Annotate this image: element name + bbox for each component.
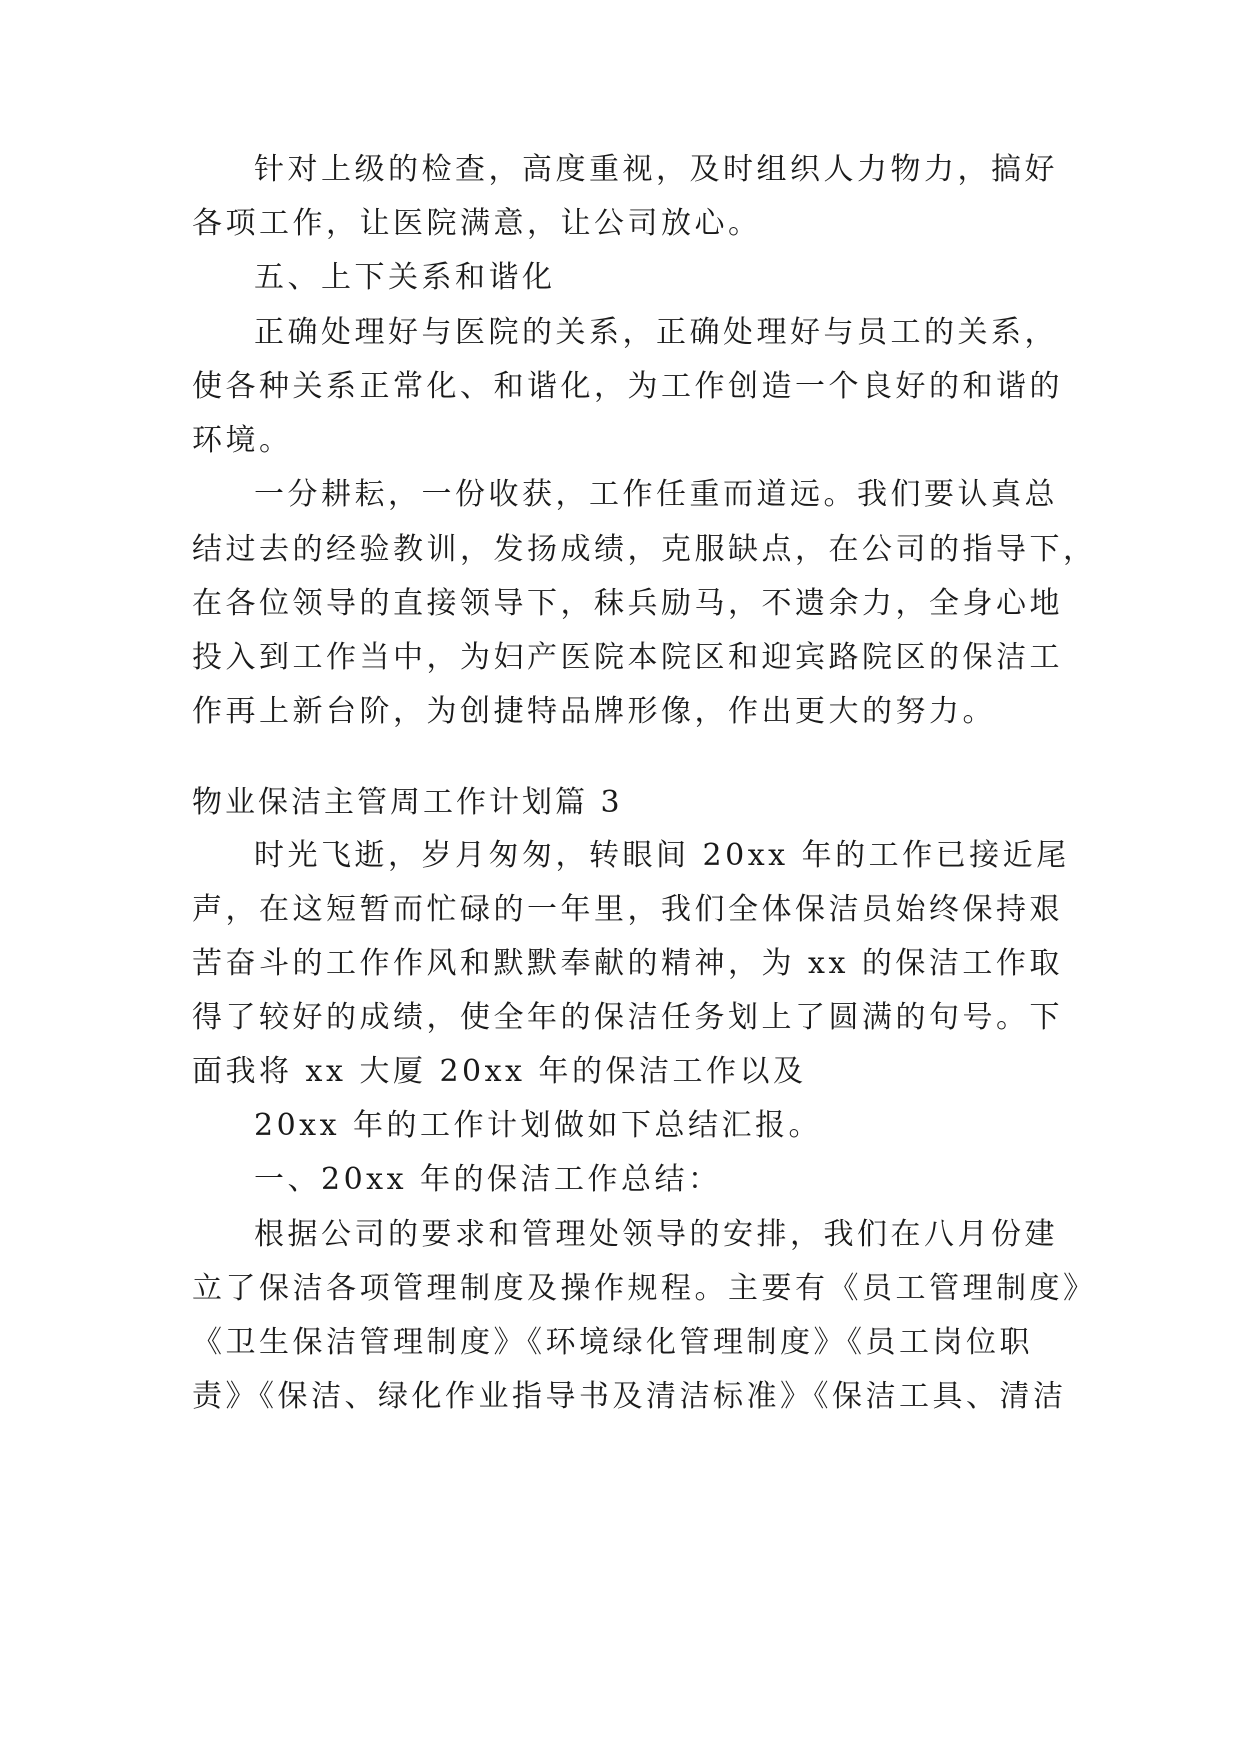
paragraph-line: 面我将 xx 大厦 20xx 年的保洁工作以及 — [192, 1054, 807, 1089]
paragraph-line: 作再上新台阶，为创捷特品牌形像，作出更大的努力。 — [192, 694, 996, 729]
paragraph-line: 苦奋斗的工作作风和默默奉献的精神，为 xx 的保洁工作取 — [192, 946, 1063, 981]
paragraph-line: 得了较好的成绩，使全年的保洁任务划上了圆满的句号。下 — [192, 1000, 1063, 1035]
paragraph-line: 投入到工作当中，为妇产医院本院区和迎宾路院区的保洁工 — [192, 640, 1063, 675]
paragraph-line: 根据公司的要求和管理处领导的安排，我们在八月份建 — [254, 1217, 1058, 1252]
paragraph-line: 一分耕耘，一份收获，工作任重而道远。我们要认真总 — [254, 477, 1058, 512]
paragraph-line: 结过去的经验教训，发扬成绩，克服缺点，在公司的指导下， — [192, 532, 1097, 567]
paragraph-line: 环境。 — [192, 423, 293, 458]
paragraph-line: 正确处理好与医院的关系，正确处理好与员工的关系， — [254, 315, 1058, 350]
paragraph-line: 各项工作，让医院满意，让公司放心。 — [192, 206, 762, 241]
paragraph-line: 声，在这短暂而忙碌的一年里，我们全体保洁员始终保持艰 — [192, 892, 1063, 927]
section-heading: 五、上下关系和谐化 — [254, 260, 556, 295]
paragraph-line: 在各位领导的直接领导下，秣兵励马，不遗余力，全身心地 — [192, 586, 1063, 621]
section-heading: 一、20xx 年的保洁工作总结： — [254, 1162, 722, 1197]
paragraph-line: 使各种关系正常化、和谐化，为工作创造一个良好的和谐的 — [192, 369, 1063, 404]
paragraph-line: 责》《保洁、绿化作业指导书及清洁标准》《保洁工具、清洁 — [192, 1379, 1067, 1414]
paragraph-line: 《卫生保洁管理制度》《环境绿化管理制度》《员工岗位职 — [192, 1325, 1033, 1360]
paragraph-line: 20xx 年的工作计划做如下总结汇报。 — [254, 1108, 823, 1143]
paragraph-line: 时光飞逝，岁月匆匆，转眼间 20xx 年的工作已接近尾 — [254, 838, 1070, 873]
article-title: 物业保洁主管周工作计划篇 3 — [192, 785, 623, 820]
paragraph-line: 针对上级的检查，高度重视，及时组织人力物力，搞好 — [254, 152, 1058, 187]
paragraph-line: 立了保洁各项管理制度及操作规程。主要有《员工管理制度》 — [192, 1271, 1097, 1306]
